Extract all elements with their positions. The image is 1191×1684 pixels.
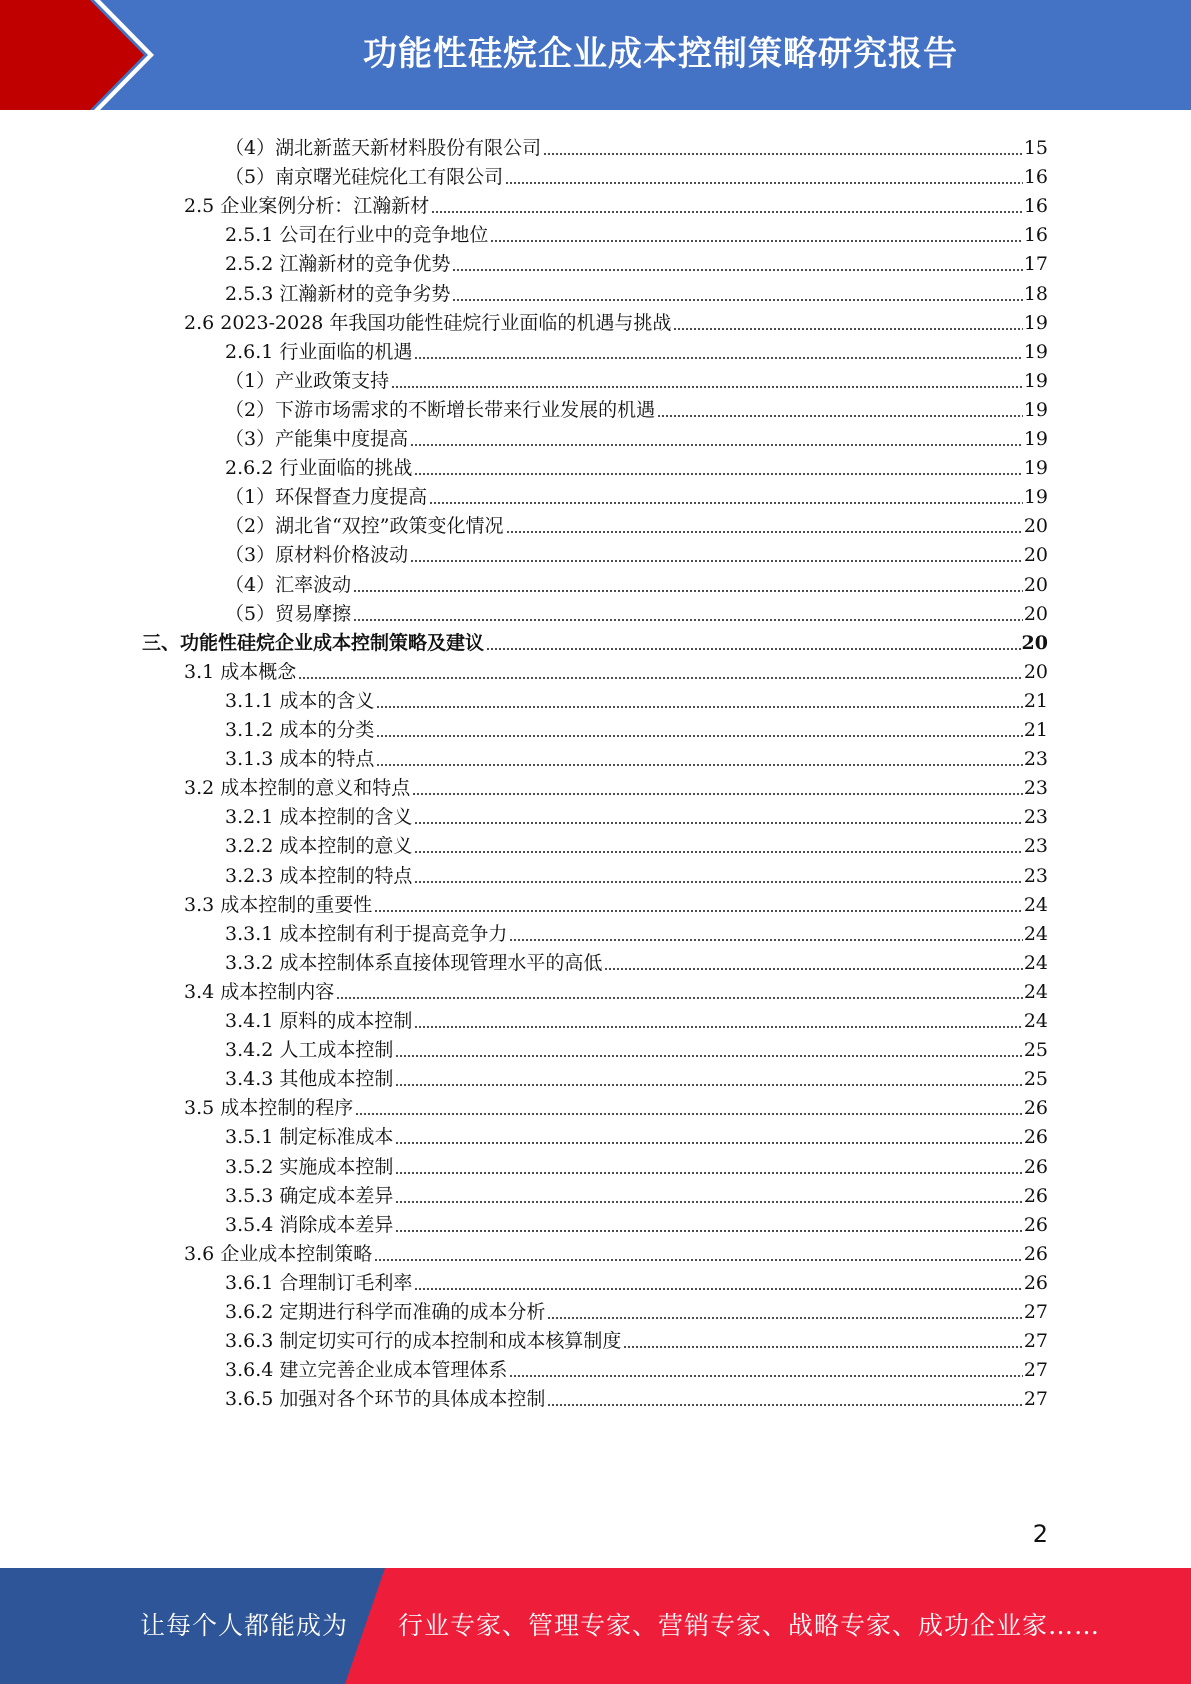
toc-entry-title: 3.2.3 成本控制的特点 <box>225 865 413 887</box>
toc-entry-title: 3.6.5 加强对各个环节的具体成本控制 <box>225 1388 546 1410</box>
toc-entry-page: 26 <box>1023 1156 1048 1178</box>
toc-entry-title: 3.3 成本控制的重要性 <box>184 894 373 916</box>
toc-entry-title: 3.5.4 消除成本差异 <box>225 1214 394 1236</box>
toc-entry-title: 3.1.2 成本的分类 <box>225 719 375 741</box>
toc-entry-page: 24 <box>1023 981 1048 1003</box>
toc-entry-title: 3.1 成本概念 <box>184 661 297 683</box>
toc-entry-page: 23 <box>1023 835 1048 857</box>
toc-entry[interactable] <box>184 885 1048 916</box>
toc-entry-page: 26 <box>1023 1214 1048 1236</box>
toc-entry-title: （2）下游市场需求的不断增长带来行业发展的机遇 <box>225 399 656 421</box>
toc-entry[interactable] <box>225 244 1048 275</box>
toc-entry-title: 3.2.2 成本控制的意义 <box>225 835 413 857</box>
toc-entry[interactable] <box>225 448 1048 479</box>
toc-entry[interactable] <box>225 681 1048 712</box>
toc-entry-title: （5）贸易摩擦 <box>225 603 352 625</box>
toc-dot-leader <box>374 1258 1023 1262</box>
toc-dot-leader <box>414 880 1022 884</box>
toc-entry-page: 23 <box>1023 748 1048 770</box>
toc-entry[interactable] <box>225 1205 1048 1236</box>
toc-entry[interactable] <box>225 1379 1048 1410</box>
toc-dot-leader <box>376 763 1022 767</box>
toc-entry-title: 3.5.3 确定成本差异 <box>225 1185 394 1207</box>
toc-entry[interactable] <box>225 215 1048 246</box>
toc-dot-leader <box>509 938 1022 942</box>
toc-entry-page: 25 <box>1023 1068 1048 1090</box>
toc-entry[interactable] <box>225 390 1048 421</box>
toc-entry[interactable] <box>225 1059 1048 1090</box>
toc-entry-page: 17 <box>1023 253 1048 275</box>
toc-entry[interactable] <box>225 797 1048 828</box>
toc-entry[interactable] <box>184 1234 1048 1265</box>
toc-dot-leader <box>353 618 1023 622</box>
toc-entry-page: 19 <box>1023 399 1048 421</box>
toc-dot-leader <box>395 1054 1022 1058</box>
toc-entry[interactable] <box>225 1350 1048 1381</box>
toc-entry-title: （2）湖北省“双控”政策变化情况 <box>225 515 504 537</box>
toc-entry-page: 23 <box>1023 806 1048 828</box>
toc-entry[interactable] <box>225 565 1048 596</box>
toc-dot-leader <box>298 676 1023 680</box>
toc-dot-leader <box>452 298 1022 302</box>
toc-entry-page: 20 <box>1023 515 1048 537</box>
toc-entry-page: 20 <box>1023 603 1048 625</box>
toc-entry[interactable] <box>225 710 1048 741</box>
toc-entry-title: 3.3.1 成本控制有利于提高竞争力 <box>225 923 508 945</box>
toc-entry-title: 3.6.2 定期进行科学而准确的成本分析 <box>225 1301 546 1323</box>
toc-entry-page: 21 <box>1023 690 1048 712</box>
toc-dot-leader <box>431 210 1023 214</box>
toc-entry[interactable] <box>184 1088 1048 1119</box>
toc-dot-leader <box>414 821 1022 825</box>
toc-entry-page: 20 <box>1023 574 1048 596</box>
toc-dot-leader <box>376 705 1022 709</box>
toc-dot-leader <box>376 734 1022 738</box>
toc-entry[interactable] <box>225 274 1048 305</box>
toc-entry[interactable] <box>225 332 1048 363</box>
toc-entry-title: 2.5.2 江瀚新材的竞争优势 <box>225 253 451 275</box>
toc-dot-leader <box>486 647 1021 651</box>
toc-entry[interactable] <box>225 943 1048 974</box>
toc-dot-leader <box>509 1374 1022 1378</box>
toc-entry[interactable] <box>225 477 1048 508</box>
toc-entry-title: 3.5.1 制定标准成本 <box>225 1126 394 1148</box>
toc-entry[interactable] <box>184 972 1048 1003</box>
toc-dot-leader <box>391 385 1023 389</box>
toc-entry-page: 23 <box>1023 777 1048 799</box>
toc-dot-leader <box>657 414 1023 418</box>
toc-entry-page: 27 <box>1023 1301 1048 1323</box>
toc-entry-page: 16 <box>1023 195 1048 217</box>
toc-entry-title: （4）湖北新蓝天新材料股份有限公司 <box>225 137 542 159</box>
toc-dot-leader <box>506 530 1023 534</box>
toc-entry-page: 26 <box>1023 1243 1048 1265</box>
toc-entry[interactable] <box>225 128 1048 159</box>
toc-entry-title: 2.5.3 江瀚新材的竞争劣势 <box>225 283 451 305</box>
header-red-arrow <box>0 0 150 110</box>
toc-entry-page: 19 <box>1023 341 1048 363</box>
toc-entry-title: 3.4.3 其他成本控制 <box>225 1068 394 1090</box>
toc-entry-title: 2.6.2 行业面临的挑战 <box>225 457 413 479</box>
toc-entry-page: 23 <box>1023 865 1048 887</box>
toc-dot-leader <box>543 152 1023 156</box>
toc-entry-title: 三、功能性硅烷企业成本控制策略及建议 <box>142 632 485 654</box>
footer-slogan-left: 让每个人都能成为 <box>140 1611 349 1640</box>
toc-dot-leader <box>414 472 1022 476</box>
toc-entry[interactable] <box>225 1001 1048 1032</box>
toc-dot-leader <box>374 909 1023 913</box>
toc-dot-leader <box>410 559 1023 563</box>
toc-entry[interactable] <box>184 652 1048 683</box>
toc-dot-leader <box>395 1229 1022 1233</box>
page-header <box>0 0 1191 110</box>
toc-entry-title: （3）产能集中度提高 <box>225 428 409 450</box>
toc-dot-leader <box>412 792 1023 796</box>
toc-entry-page: 24 <box>1023 952 1048 974</box>
toc-entry-page: 21 <box>1023 719 1048 741</box>
toc-entry-page: 16 <box>1023 224 1048 246</box>
toc-entry-title: 3.6.1 合理制订毛利率 <box>225 1272 413 1294</box>
toc-dot-leader <box>604 967 1022 971</box>
toc-dot-leader <box>395 1141 1022 1145</box>
toc-entry-page: 26 <box>1023 1126 1048 1148</box>
toc-entry-title: （1）产业政策支持 <box>225 370 390 392</box>
toc-entry-title: （5）南京曙光硅烷化工有限公司 <box>225 166 504 188</box>
toc-entry-title: 3.6.4 建立完善企业成本管理体系 <box>225 1359 508 1381</box>
toc-entry[interactable] <box>142 623 1048 654</box>
toc-entry-title: 3.6 企业成本控制策略 <box>184 1243 373 1265</box>
toc-entry[interactable] <box>225 1117 1048 1148</box>
toc-dot-leader <box>395 1200 1022 1204</box>
toc-dot-leader <box>353 589 1023 593</box>
toc-entry-page: 25 <box>1023 1039 1048 1061</box>
toc-entry[interactable] <box>225 157 1048 188</box>
toc-entry-page: 27 <box>1023 1388 1048 1410</box>
toc-entry[interactable] <box>225 914 1048 945</box>
toc-entry[interactable] <box>225 1147 1048 1178</box>
toc-dot-leader <box>547 1316 1022 1320</box>
toc-entry[interactable] <box>225 506 1048 537</box>
toc-entry-title: 3.3.2 成本控制体系直接体现管理水平的高低 <box>225 952 603 974</box>
toc-entry-title: 2.6 2023-2028 年我国功能性硅烷行业面临的机遇与挑战 <box>184 312 672 334</box>
toc-entry-title: 3.6.3 制定切实可行的成本控制和成本核算制度 <box>225 1330 622 1352</box>
toc-entry-title: 3.2.1 成本控制的含义 <box>225 806 413 828</box>
toc-entry[interactable] <box>225 535 1048 566</box>
toc-entry-title: 3.1.3 成本的特点 <box>225 748 375 770</box>
toc-entry-title: 3.4.2 人工成本控制 <box>225 1039 394 1061</box>
toc-entry-page: 26 <box>1023 1097 1048 1119</box>
toc-dot-leader <box>452 268 1022 272</box>
toc-dot-leader <box>623 1345 1022 1349</box>
toc-entry[interactable] <box>225 1321 1048 1352</box>
toc-entry-page: 24 <box>1023 1010 1048 1032</box>
toc-entry[interactable] <box>184 186 1048 217</box>
report-title: 功能性硅烷企业成本控制策略研究报告 <box>363 34 958 74</box>
toc-dot-leader <box>414 1025 1022 1029</box>
toc-entry[interactable] <box>225 1030 1048 1061</box>
toc-dot-leader <box>355 1112 1023 1116</box>
toc-entry-title: 3.2 成本控制的意义和特点 <box>184 777 411 799</box>
toc-entry[interactable] <box>184 303 1048 334</box>
toc-entry-page: 27 <box>1023 1330 1048 1352</box>
toc-entry-title: 3.4.1 原料的成本控制 <box>225 1010 413 1032</box>
toc-entry[interactable] <box>225 361 1048 392</box>
toc-entry-page: 26 <box>1023 1185 1048 1207</box>
toc-entry-title: （3）原材料价格波动 <box>225 544 409 566</box>
toc-entry-page: 15 <box>1023 137 1048 159</box>
toc-entry-title: 3.4 成本控制内容 <box>184 981 335 1003</box>
toc-entry-title: （4）汇率波动 <box>225 574 352 596</box>
toc-dot-leader <box>395 1171 1022 1175</box>
toc-entry-page: 20 <box>1021 632 1048 654</box>
toc-entry-page: 20 <box>1023 544 1048 566</box>
toc-entry[interactable] <box>225 1176 1048 1207</box>
toc-entry[interactable] <box>225 419 1048 450</box>
toc-entry-page: 19 <box>1023 457 1048 479</box>
toc-dot-leader <box>414 356 1022 360</box>
toc-entry[interactable] <box>225 1292 1048 1323</box>
toc-entry-title: 3.5.2 实施成本控制 <box>225 1156 394 1178</box>
toc-entry-page: 26 <box>1023 1272 1048 1294</box>
toc-entry-page: 18 <box>1023 283 1048 305</box>
toc-entry-page: 19 <box>1023 428 1048 450</box>
toc-dot-leader <box>673 327 1022 331</box>
toc-entry-title: 2.5 企业案例分析：江瀚新材 <box>184 195 430 217</box>
toc-dot-leader <box>410 443 1023 447</box>
toc-dot-leader <box>429 501 1023 505</box>
toc-entry[interactable] <box>225 739 1048 770</box>
toc-entry-page: 20 <box>1023 661 1048 683</box>
toc-entry-title: （1）环保督查力度提高 <box>225 486 428 508</box>
toc-entry[interactable] <box>225 594 1048 625</box>
page-footer <box>0 1568 1191 1684</box>
toc-entry-page: 19 <box>1023 486 1048 508</box>
toc-dot-leader <box>395 1083 1022 1087</box>
toc-dot-leader <box>336 996 1023 1000</box>
toc-entry-page: 24 <box>1023 923 1048 945</box>
toc-dot-leader <box>414 1287 1022 1291</box>
toc-entry-title: 2.5.1 公司在行业中的竞争地位 <box>225 224 489 246</box>
toc-entry[interactable] <box>225 826 1048 857</box>
toc-entry-title: 3.1.1 成本的含义 <box>225 690 375 712</box>
toc-entry-page: 19 <box>1023 370 1048 392</box>
toc-entry-title: 3.5 成本控制的程序 <box>184 1097 354 1119</box>
toc-dot-leader <box>414 850 1022 854</box>
toc-entry[interactable] <box>225 856 1048 887</box>
toc-entry-page: 16 <box>1023 166 1048 188</box>
toc-entry-title: 2.6.1 行业面临的机遇 <box>225 341 413 363</box>
toc-entry-page: 24 <box>1023 894 1048 916</box>
toc-entry[interactable] <box>225 1263 1048 1294</box>
toc-dot-leader <box>490 239 1022 243</box>
page-number: 2 <box>1032 1520 1048 1548</box>
footer-slogan-right: 行业专家、管理专家、营销专家、战略专家、成功企业家…… <box>398 1611 1101 1640</box>
toc-dot-leader <box>505 181 1023 185</box>
toc-entry-page: 19 <box>1023 312 1048 334</box>
toc-dot-leader <box>547 1403 1022 1407</box>
toc-entry[interactable] <box>184 768 1048 799</box>
toc-entry-page: 27 <box>1023 1359 1048 1381</box>
